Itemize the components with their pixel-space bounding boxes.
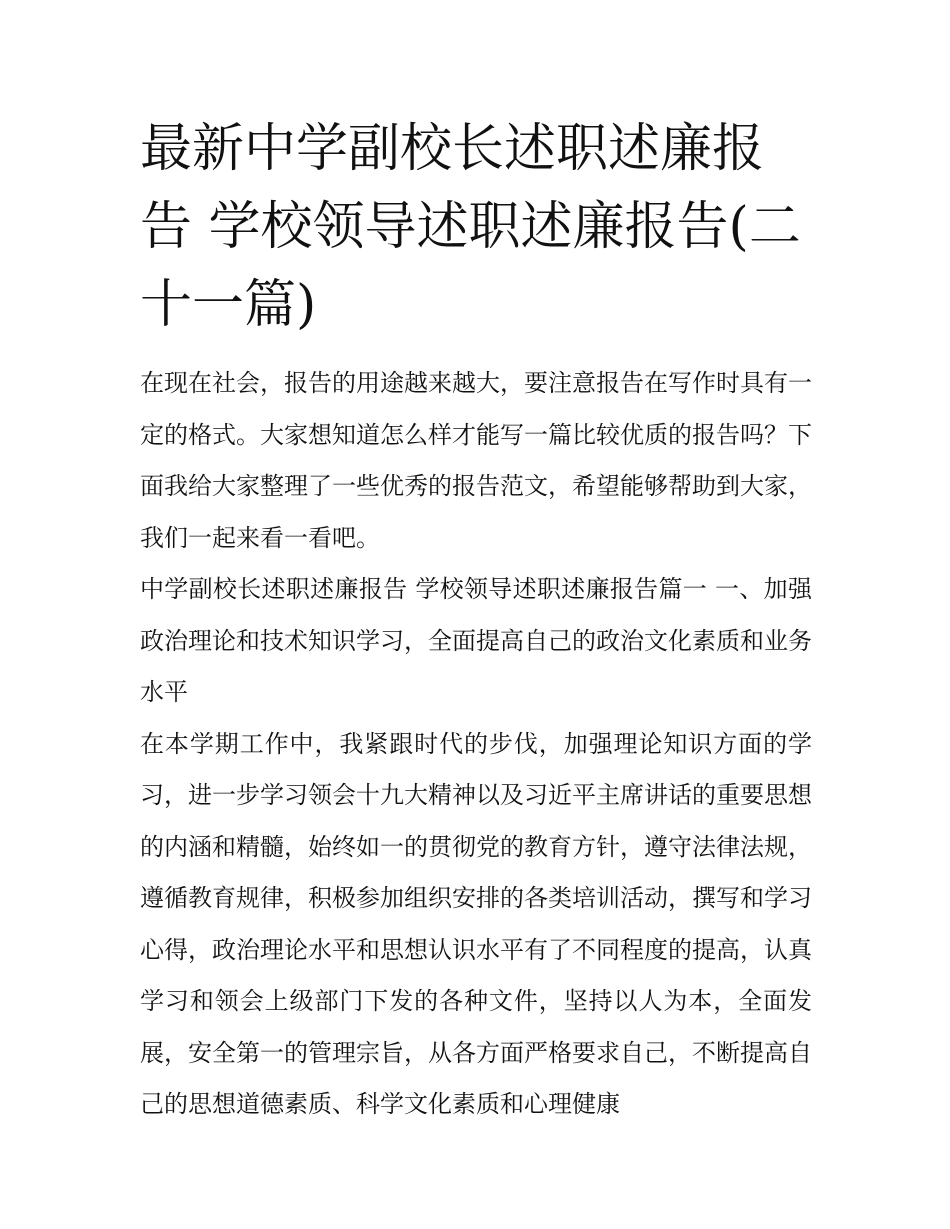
body-paragraph: 在本学期工作中，我紧跟时代的步伐，加强理论知识方面的学习，进一步学习领会十九大精神以及习近平主席讲话的重要思想的内涵和精髓，始终如一的贯彻党的教育方针，遵守法律法规，遵循教育规律，积极参加组织安排的各类培训活动，撰写和学习心得，政治理论水平和思想认识水平有了不同程度的提高，认真学习和领会上级部门下发的各种文件，坚持以人为本，全面发展，安全第一的管理宗旨，从各方面严格要求自己，不断提高自己的思想道德素质、科学文化素质和心理健康	[140, 729, 812, 1118]
document-title: 最新中学副校长述职述廉报告 学校领导述职述廉报告(二十一篇)	[140, 119, 801, 335]
intro-paragraph: 在现在社会，报告的用途越来越大，要注意报告在写作时具有一定的格式。大家想知道怎么样才能写一篇比较优质的报告吗？下面我给大家整理了一些优秀的报告范文，希望能够帮助到大家，我们一起来看一看吧。	[140, 369, 812, 552]
document-page	[140, 110, 812, 1131]
section-heading-paragraph: 中学副校长述职述廉报告 学校领导述职述廉报告篇一 一、加强政治理论和技术知识学习，全面提高自己的政治文化素质和业务水平	[140, 575, 812, 706]
